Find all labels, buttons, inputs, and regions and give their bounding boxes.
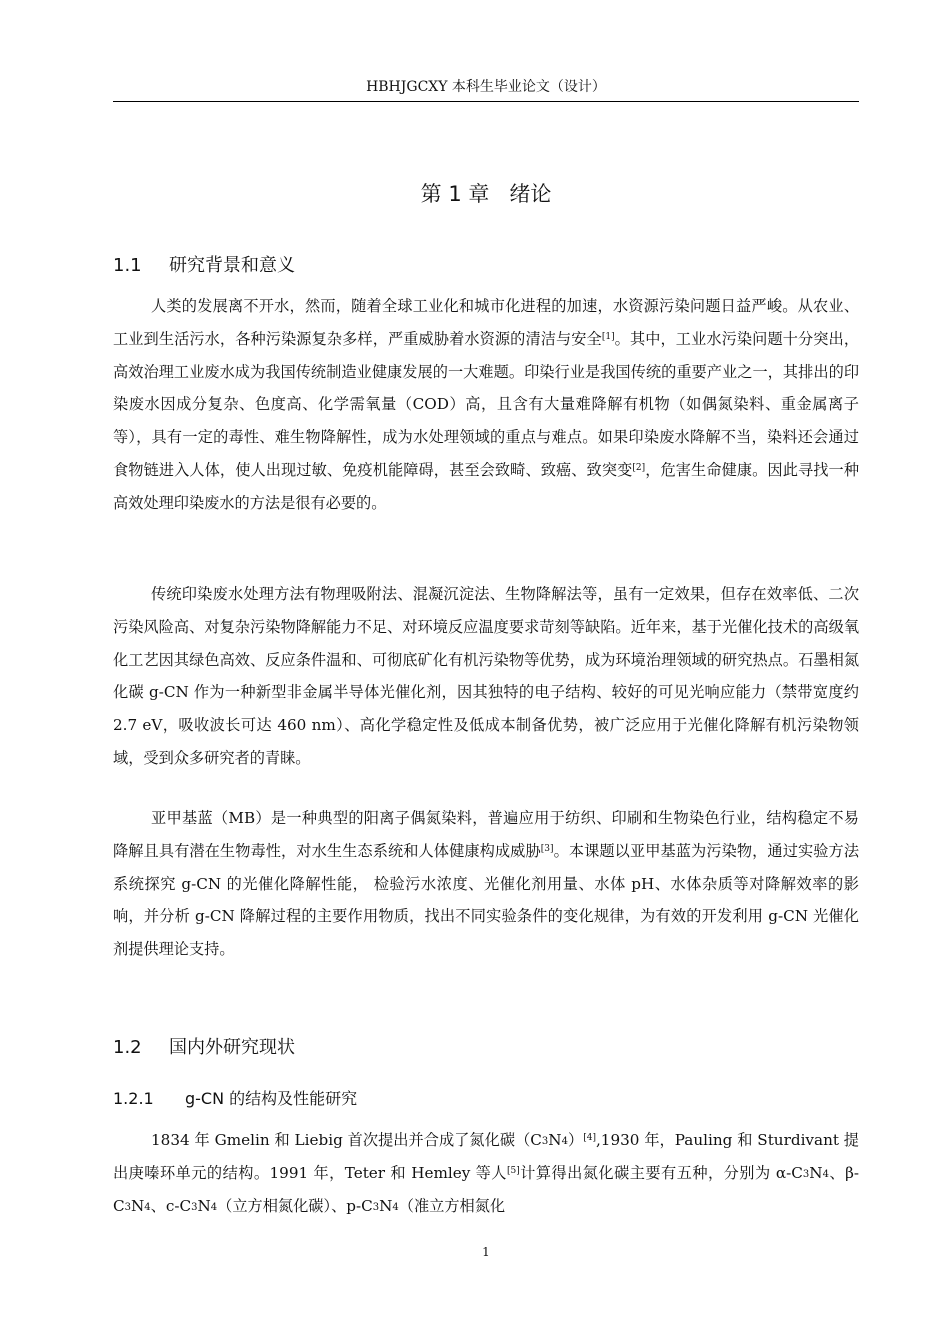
text-run: N: [809, 1163, 823, 1182]
subscript: 3: [191, 1201, 198, 1213]
paragraph-methylene-blue: [113, 802, 859, 966]
text-run: （准立方相氮化: [398, 1196, 506, 1215]
page-header: HBHJGCXY 本科生毕业论文（设计）: [113, 76, 859, 102]
text-run: 。其中，工业水污染问题十分突出，高效治理工业废水成为我国传统制造业健康发展的一大难题。印染行业是我国传统的重要产业之一，其排出的印染废水因成分复杂、色度高、化学需氧量（COD）高，且含有大量难降解有机物（如偶氮染料、重金属离子等），具有一定的毒性、难生物降解性，成为水处理领域的重点与难点。如果印染废水降解不当，染料还会通过食物链进入人体，使人出现过敏、免疫机能障碍，甚至会致畸、致癌、致突变: [113, 329, 860, 479]
subsection-title: g-CN 的结构及性能研究: [185, 1089, 358, 1108]
text-run: 人类的发展离不开水，然而，随着全球工业化和城市化进程的加速，水资源污染问题日益严峻。从农业、工业到生活污水，各种污染源复杂多样，严重威胁着水资源的清洁与安全: [113, 297, 859, 348]
text-run: 1834 年 Gmelin 和 Liebig 首次提出并合成了氮化碳（C: [151, 1131, 542, 1149]
text-run: （立方相氮化碳）、p-C: [217, 1196, 373, 1215]
page-number: 1: [482, 1245, 490, 1259]
subsection-heading-1-2-1: [113, 1086, 357, 1112]
chapter-name: 绪论: [509, 182, 552, 206]
section-title: 研究背景和意义: [169, 255, 295, 276]
subsection-number: 1.2.1: [113, 1089, 154, 1108]
text-run: 传统印染废水处理方法有物理吸附法、混凝沉淀法、生物降解法等，虽有一定效果，但存在效率低、二次污染风险高、对复杂污染物降解能力不足、对环境反应温度要求苛刻等缺陷。近年来，基于光催化技术的高级氧化工艺因其绿色高效、反应条件温和、可彻底矿化有机污染物等优势，成为环境治理领域的研究热点。石墨相氮化碳 g-CN 作为一种新型非金属半导体光催化剂，因其独特的电子结构、较好的可见光响应能力（禁带宽度约 2.7 eV，吸收波长可达 460 nm）、高化学稳定性及低成本制备优势，被广泛应用于光催化降解有机污染物领域，受到众多研究者的青睐。: [113, 585, 859, 767]
subscript: 3: [372, 1201, 380, 1213]
text-run: 、β-C: [113, 1163, 859, 1215]
paragraph-background: [113, 290, 859, 520]
text-run: ,1930 年，Pauling 和 Sturdivant 提出庚嗪环单元的结构。1991 年，Teter 和 Hemley 等人: [113, 1131, 859, 1182]
subscript: 4: [210, 1201, 218, 1213]
text-run: N: [379, 1196, 393, 1215]
citation: [1]: [601, 331, 615, 342]
citation: [2]: [632, 462, 646, 473]
subscript: 3: [802, 1168, 810, 1180]
citation: [5]: [506, 1165, 520, 1176]
subscript: 4: [561, 1136, 568, 1147]
text-run: 计算得出氮化碳主要有五种，分别为 α-C: [519, 1163, 803, 1182]
section-title: 国内外研究现状: [169, 1037, 295, 1058]
chapter-number: 第 1 章: [420, 182, 490, 206]
chapter-title: [113, 178, 859, 210]
section-number: 1.1: [113, 255, 142, 276]
section-number: 1.2: [113, 1037, 142, 1058]
citation: [3]: [540, 843, 554, 854]
citation: [4]: [583, 1133, 596, 1143]
paragraph-methods: [113, 578, 859, 775]
section-heading-1-1: [113, 252, 295, 280]
text-run: N: [131, 1196, 145, 1215]
subscript: 4: [144, 1201, 151, 1213]
subscript: 3: [541, 1136, 549, 1147]
subscript: 4: [822, 1168, 829, 1180]
text-run: 。本课题以亚甲基蓝为污染物，通过实验方法系统探究 g-CN 的光催化降解性能， 检验污水浓度、光催化剂用量、水体 pH、水体杂质等对降解效率的影响，并分析 g-CN 降解过程的主要作用物质，找出不同实验条件的变化规律，为有效的开发利用 g-CN 光催化剂提供理论支持。: [113, 841, 860, 959]
text-run: 亚甲基蓝（MB）是一种典型的阳离子偶氮染料，普遍应用于纺织、印刷和生物染色行业，结构稳定不易降解且具有潜在生物毒性，对水生生态系统和人体健康构成威胁: [113, 809, 859, 860]
text-run: N: [197, 1196, 211, 1215]
subscript: 4: [392, 1201, 399, 1213]
text-run: 、c-C: [150, 1196, 192, 1215]
text-run: ）: [567, 1131, 584, 1149]
section-heading-1-2: [113, 1034, 295, 1062]
subscript: 3: [124, 1201, 131, 1213]
paragraph-gcn-history: [113, 1124, 859, 1222]
text-run: N: [548, 1131, 562, 1149]
text-run: ，危害生命健康。因此寻找一种高效处理印染废水的方法是很有必要的。: [113, 460, 860, 512]
